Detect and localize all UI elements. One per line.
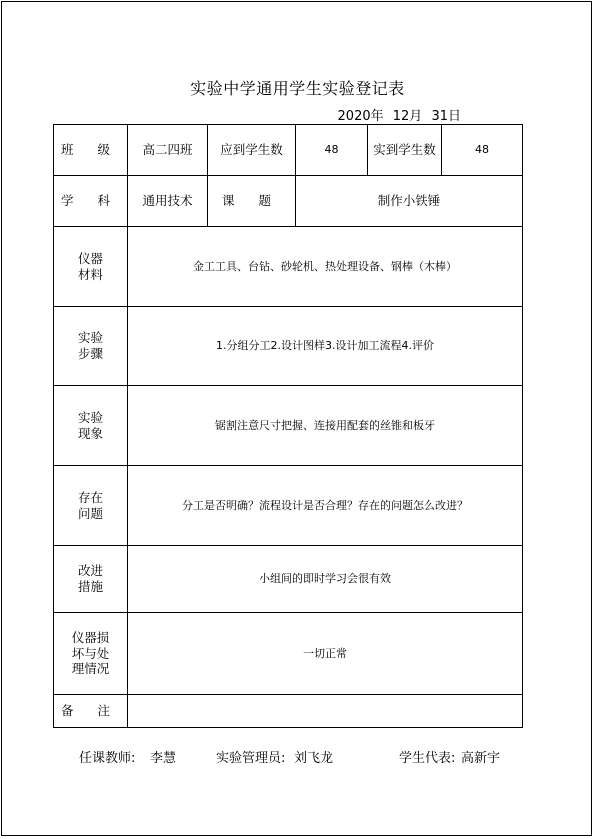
phenomena-value: 锯割注意尺寸把握、连接用配套的丝锥和板牙 bbox=[128, 386, 523, 466]
teacher-label: 任课教师: bbox=[79, 751, 136, 766]
actual-students-label: 实到学生数 bbox=[368, 125, 442, 176]
table-row bbox=[54, 466, 523, 546]
expected-students-label: 应到学生数 bbox=[208, 125, 296, 176]
subject-value: 通用技术 bbox=[128, 176, 208, 227]
phenomena-label: 实验 现象 bbox=[54, 386, 128, 466]
table-row bbox=[54, 546, 523, 613]
steps-label: 实验 步骤 bbox=[54, 307, 128, 386]
expected-students-value: 48 bbox=[296, 125, 368, 176]
topic-label: 课 题 bbox=[208, 176, 296, 227]
damage-label: 仪器损 坏与处 理情况 bbox=[54, 613, 128, 695]
table-row bbox=[54, 695, 523, 728]
date-month: 12月 bbox=[392, 109, 423, 124]
instruments-label: 仪器 材料 bbox=[54, 227, 128, 307]
table-row bbox=[54, 125, 523, 176]
improvements-label: 改进 措施 bbox=[54, 546, 128, 613]
form-title: 实验中学通用学生实验登记表 bbox=[190, 79, 405, 98]
date-year: 2020年 bbox=[337, 109, 384, 124]
manager-name: 刘飞龙 bbox=[294, 751, 334, 766]
table-row bbox=[54, 386, 523, 466]
table-row bbox=[54, 176, 523, 227]
remarks-value bbox=[128, 695, 523, 728]
instruments-value: 金工工具、台钻、砂轮机、热处理设备、钢棒（木棒） bbox=[128, 227, 523, 307]
class-label: 班 级 bbox=[54, 125, 128, 176]
date-day: 31日 bbox=[431, 109, 461, 124]
class-value: 高二四班 bbox=[128, 125, 208, 176]
actual-students-value: 48 bbox=[442, 125, 523, 176]
manager-label: 实验管理员: bbox=[216, 751, 286, 766]
table-row bbox=[54, 613, 523, 695]
student-name: 高新宇 bbox=[461, 751, 501, 766]
remarks-label: 备 注 bbox=[54, 695, 128, 728]
teacher-name: 李慧 bbox=[150, 751, 177, 766]
form-date bbox=[333, 105, 461, 124]
table-row bbox=[54, 307, 523, 386]
problems-value: 分工是否明确？流程设计是否合理？存在的问题怎么改进？ bbox=[128, 466, 523, 546]
student-label: 学生代表: bbox=[399, 751, 456, 766]
steps-value: 1.分组分工2.设计图样3.设计加工流程4.评价 bbox=[128, 307, 523, 386]
problems-label: 存在 问题 bbox=[54, 466, 128, 546]
subject-label: 学 科 bbox=[54, 176, 128, 227]
improvements-value: 小组间的即时学习会很有效 bbox=[128, 546, 523, 613]
topic-value: 制作小铁锤 bbox=[296, 176, 523, 227]
damage-value: 一切正常 bbox=[128, 613, 523, 695]
registration-table bbox=[53, 124, 523, 728]
table-row bbox=[54, 227, 523, 307]
